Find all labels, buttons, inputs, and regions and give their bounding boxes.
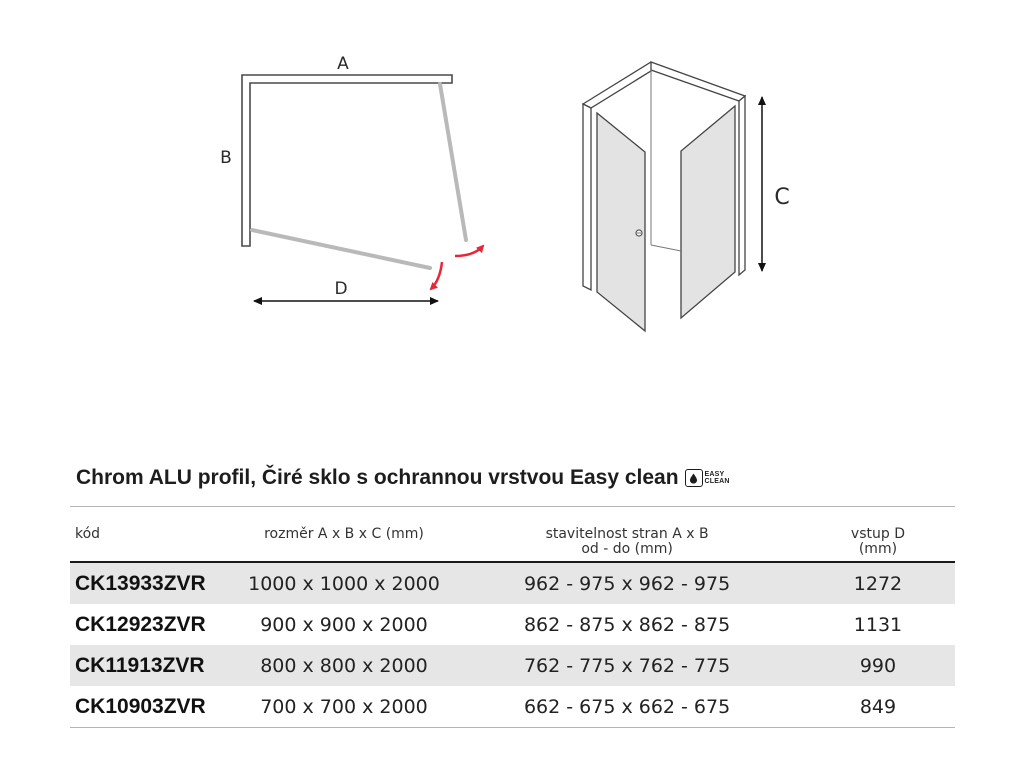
cell-code: CK12923ZVR [75, 612, 206, 636]
right-door-glass [440, 84, 466, 240]
table-row [70, 686, 955, 728]
swing-arrow-right [455, 246, 483, 256]
floor-line [651, 245, 681, 251]
cell-entry: 1272 [801, 562, 955, 604]
cell-adjustability: 762 - 775 x 762 - 775 [453, 645, 801, 686]
cell-adjustability: 862 - 875 x 862 - 875 [523, 613, 731, 636]
product-heading [76, 466, 956, 490]
cell-code: CK10903ZVR [70, 686, 235, 728]
front-door-glass [252, 230, 430, 268]
spec-table [70, 506, 955, 728]
left-door-panel [597, 113, 645, 331]
easy-clean-label: EASY CLEAN [704, 471, 730, 485]
cell-entry: 849 [801, 686, 955, 728]
header-dimensions: rozměr A x B x C (mm) [235, 507, 454, 563]
header-code: kód [70, 507, 235, 563]
table-row [70, 562, 955, 604]
table-header-row [70, 507, 955, 563]
cell-dimensions: 700 x 700 x 2000 [235, 686, 454, 728]
left-wall-profile [583, 62, 659, 108]
cell-adjustability: 962 - 975 x 962 - 975 [453, 562, 801, 604]
plan-view [220, 54, 483, 301]
cell-entry: 990 [801, 645, 955, 686]
label-c: C [774, 185, 790, 210]
cell-code: CK13933ZVR [70, 562, 235, 604]
cell-dimensions: 1000 x 1000 x 2000 [235, 562, 454, 604]
header-entry: vstup D (mm) [801, 507, 955, 563]
right-wall-post [739, 96, 745, 275]
product-title: Chrom ALU profil, Čiré sklo s ochrannou vrstvou Easy clean [76, 466, 679, 489]
wall-profile [242, 75, 452, 246]
label-d: D [334, 279, 348, 299]
table-row [70, 645, 955, 686]
left-wall-post [583, 104, 591, 290]
cell-entry: 1131 [853, 613, 903, 636]
cell-dimensions: 900 x 900 x 2000 [260, 613, 428, 636]
cell-dimensions: 800 x 800 x 2000 [235, 645, 454, 686]
cell-adjustability: 662 - 675 x 662 - 675 [453, 686, 801, 728]
label-a: A [337, 54, 349, 74]
right-wall-profile [651, 62, 745, 101]
table-row [70, 604, 955, 645]
water-drop-icon [685, 469, 703, 487]
cell-code: CK11913ZVR [70, 645, 235, 686]
swing-arrow-front [431, 262, 442, 289]
right-door-panel [681, 106, 735, 318]
easy-clean-badge [685, 469, 730, 487]
label-b: B [220, 148, 232, 168]
perspective-view [583, 62, 790, 331]
header-adjustability: stavitelnost stran A x B od - do (mm) [453, 507, 801, 563]
